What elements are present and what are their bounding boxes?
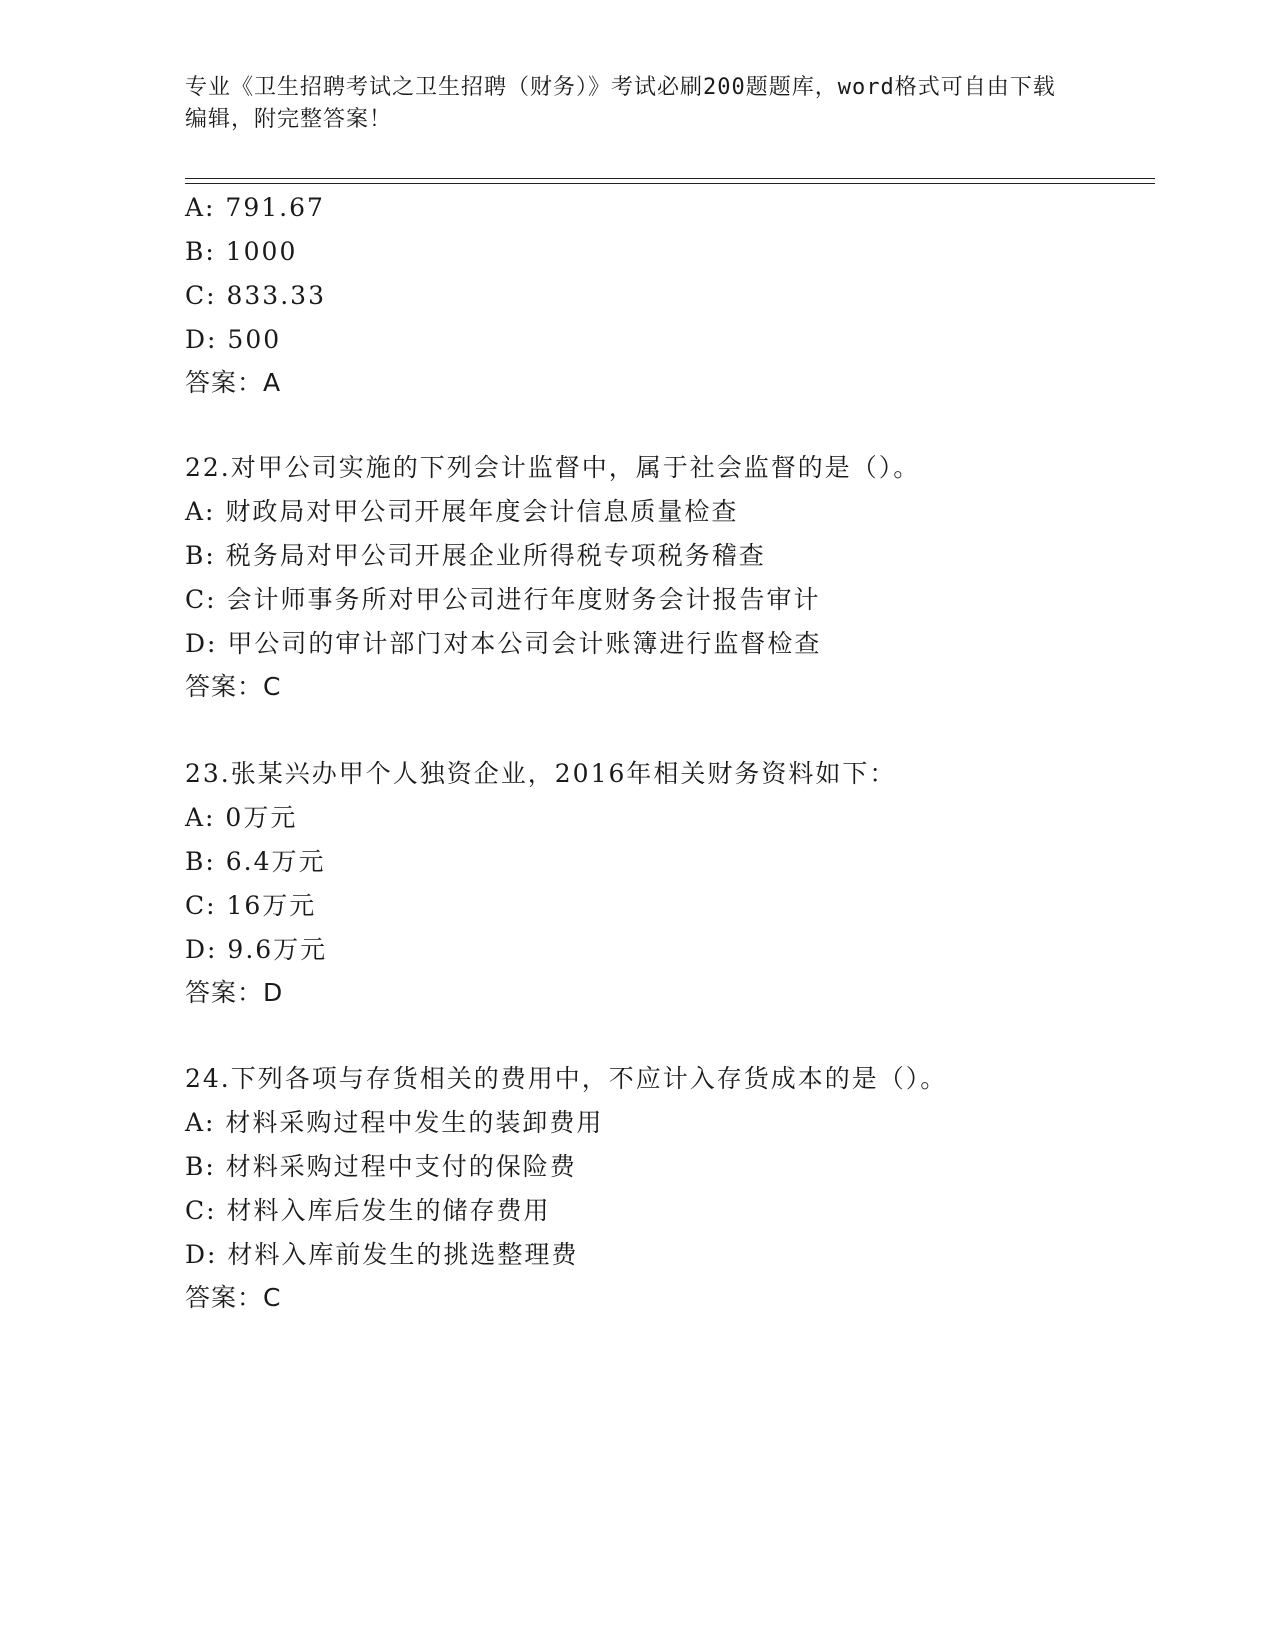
q22-answer: 答案：C <box>185 672 282 701</box>
document-header: 专业《卫生招聘考试之卫生招聘（财务）》考试必刷200题题库，word格式可自由下载编辑，附完整答案！ <box>185 75 1056 132</box>
q24-option-b: B: 材料采购过程中支付的保险费 <box>185 1152 577 1181</box>
q23-option-d: D: 9.6万元 <box>185 935 328 964</box>
q24-option-c: C: 材料入库后发生的储存费用 <box>185 1196 551 1225</box>
q22-option-c: C: 会计师事务所对甲公司进行年度财务会计报告审计 <box>185 585 821 614</box>
q23-answer: 答案：D <box>185 978 284 1007</box>
q22-option-a: A: 财政局对甲公司开展年度会计信息质量检查 <box>185 497 739 526</box>
q23-option-b: B: 6.4万元 <box>185 847 326 876</box>
q21-option-c: C: 833.33 <box>185 281 326 310</box>
q23-stem: 23.张某兴办甲个人独资企业，2016年相关财务资料如下： <box>185 759 897 788</box>
q24-answer: 答案：C <box>185 1283 282 1312</box>
q24-option-a: A: 材料采购过程中发生的装卸费用 <box>185 1108 604 1137</box>
q23-option-c: C: 16万元 <box>185 891 317 920</box>
q21-option-a: A: 791.67 <box>185 193 325 222</box>
q22-option-d: D: 甲公司的审计部门对本公司会计账簿进行监督检查 <box>185 629 822 658</box>
q24-stem: 24.下列各项与存货相关的费用中，不应计入存货成本的是（）。 <box>185 1064 948 1093</box>
q22-stem: 22.对甲公司实施的下列会计监督中，属于社会监督的是（）。 <box>185 453 921 482</box>
q22-option-b: B: 税务局对甲公司开展企业所得税专项税务稽查 <box>185 541 766 570</box>
q21-answer: 答案：A <box>185 368 282 397</box>
q24-option-d: D: 材料入库前发生的挑选整理费 <box>185 1240 579 1269</box>
header-divider-top <box>185 178 1155 179</box>
q21-option-d: D: 500 <box>185 325 282 354</box>
q21-option-b: B: 1000 <box>185 237 298 266</box>
header-divider-bottom <box>185 183 1155 184</box>
q23-option-a: A: 0万元 <box>185 803 298 832</box>
